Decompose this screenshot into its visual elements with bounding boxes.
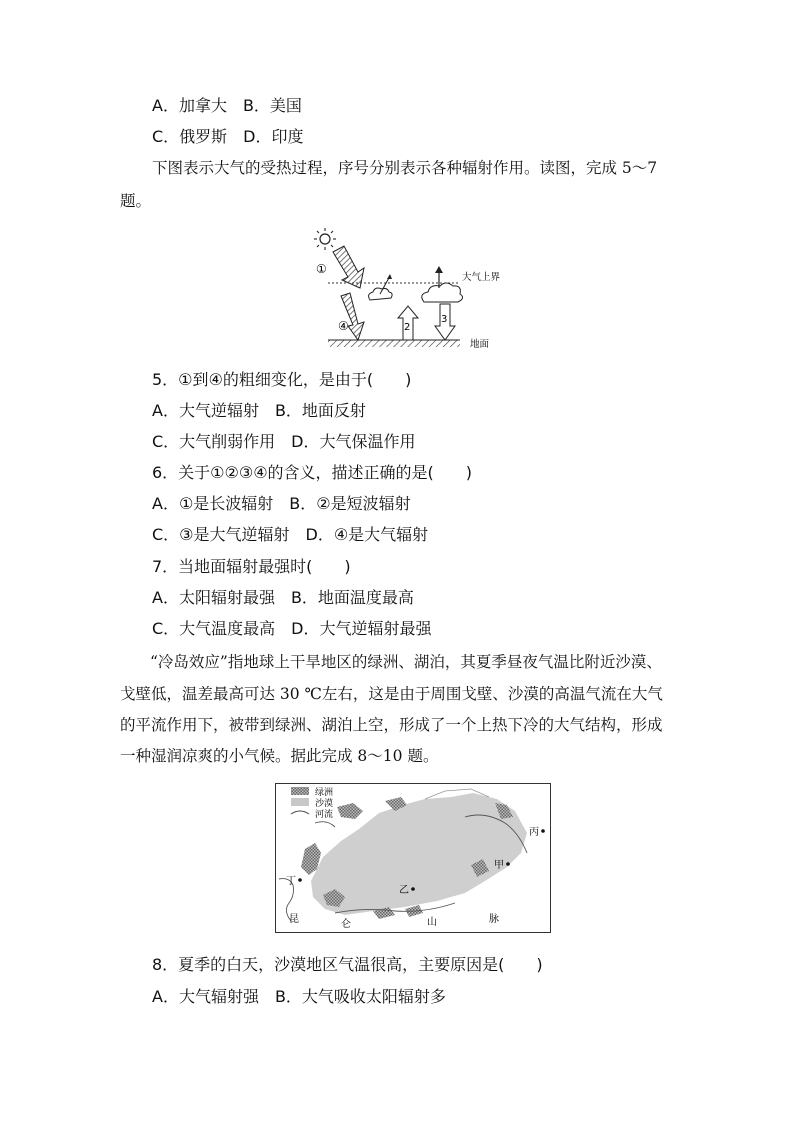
q7-stem: 7．当地面辐射最强时( ) [152,557,351,576]
label-jia: 甲 [494,860,504,871]
label-1: ① [316,262,327,276]
label-ding: 丁 [286,876,296,887]
intro-paragraph-2-line-3: 的平流作用下，被带到绿洲、湖泊上空，形成了一个上热下冷的大气结构，形成 [120,716,663,734]
q6-option-ab: A．①是长波辐射 B．②是短波辐射 [152,494,411,513]
intro-paragraph-1-line-1: 下图表示大气的受热过程，序号分别表示各种辐射作用。读图，完成 5～7 [152,159,658,177]
radiation-arrow-1 [333,246,364,288]
label-atmosphere-top: 大气上界 [462,272,501,283]
small-cloud-icon [369,274,393,300]
intro-paragraph-2-line-2: 戈壁低，温差最高可达 30 ℃左右，这是由于周围戈壁、沙漠的高温气流在大气 [120,685,663,703]
mountain-char-1: 昆 [289,914,299,925]
intro-paragraph-2-line-4: 一种湿润凉爽的小气候。据此完成 8～10 题。 [120,747,439,765]
intro-paragraph-1-line-2: 题。 [120,192,152,210]
q4-option-cd: C．俄罗斯 D．印度 [152,127,304,146]
mountain-char-4: 脉 [489,914,499,925]
legend-oasis-swatch [291,787,309,795]
atmosphere-heating-diagram [300,228,520,354]
q5-option-cd: C．大气削弱作用 D．大气保温作用 [152,432,416,451]
legend-desert-swatch [291,798,309,806]
label-ground: 地面 [470,339,490,350]
q5-stem: 5．①到④的粗细变化，是由于( ) [152,370,412,389]
mountain-char-3: 山 [427,917,437,928]
legend-oasis-label: 绿洲 [315,788,334,798]
q6-option-cd: C．③是大气逆辐射 D．④是大气辐射 [152,525,429,544]
ground-surface [328,340,460,347]
label-4: ④ [338,319,349,333]
label-3: 3 [441,314,448,325]
q8-stem: 8．夏季的白天，沙漠地区气温很高，主要原因是( ) [152,955,543,974]
large-cloud-icon [422,266,463,302]
sun-icon [314,228,336,250]
q4-option-ab: A．加拿大 B．美国 [152,96,302,115]
label-2: 2 [404,322,411,333]
q8-option-ab: A．大气辐射强 B．大气吸收太阳辐射多 [152,987,446,1006]
q6-stem: 6．关于①②③④的含义，描述正确的是( ) [152,463,473,482]
label-bing: 丙 [529,827,539,838]
legend-desert-label: 沙漠 [315,799,334,809]
oasis-desert-map [275,783,551,933]
label-yi: 乙 [399,885,409,896]
q7-option-cd: C．大气温度最高 D．大气逆辐射最强 [152,619,432,638]
mountain-char-2: 仑 [341,919,351,930]
legend-river-label: 河流 [315,810,334,820]
intro-paragraph-2-line-1: “冷岛效应”指地球上干旱地区的绿洲、湖泊，其夏季昼夜气温比附近沙漠、 [150,653,662,671]
q5-option-ab: A．大气逆辐射 B．地面反射 [152,401,366,420]
q7-option-ab: A．太阳辐射最强 B．地面温度最高 [152,588,414,607]
